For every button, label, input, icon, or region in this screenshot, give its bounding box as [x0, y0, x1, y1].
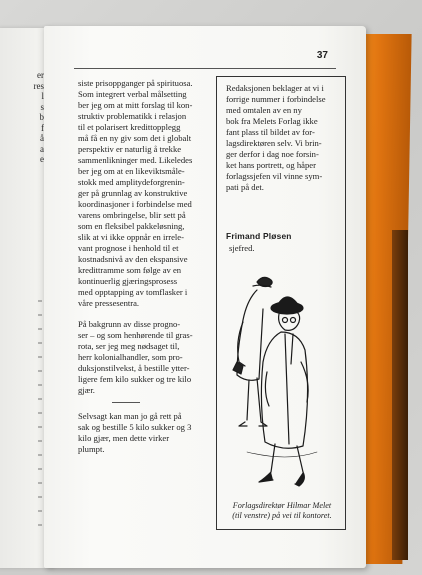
body-text-line: stokk med amplitydeforgrenin-	[78, 177, 185, 187]
body-text-line: vant prognose i henhold til et	[78, 243, 179, 253]
body-text-line: våre pressesentra.	[78, 298, 140, 308]
body-text-line: kostnadsnivå av den ekspansive	[78, 254, 188, 264]
note-text-line: pati på det.	[226, 182, 264, 192]
body-text-line: ber jeg om at en likeviktsmåle-	[78, 166, 185, 176]
left-text-column	[78, 78, 206, 455]
note-text-line: fant plass til bildet av for-	[226, 127, 315, 137]
signature-role: sjefred.	[229, 243, 255, 253]
editorial-note-box	[216, 76, 346, 530]
body-text-line: Som integrert verbal målsetting	[78, 89, 187, 99]
note-text-line: med omtalen av en ny	[226, 105, 302, 115]
editorial-note-text	[226, 83, 338, 193]
note-text-line: ket hans portrett, og håper	[226, 160, 316, 170]
body-text-line: koordinasjoner i forbindelse med	[78, 199, 192, 209]
body-text-line: siste prisoppganger på spirituosa.	[78, 78, 193, 88]
previous-page-fragment: er	[37, 70, 44, 80]
previous-page-fragment: å	[40, 133, 44, 143]
illustration-caption	[223, 501, 341, 521]
body-text-line: kilo gjær, men dette virker	[78, 433, 170, 443]
body-text-line: som en fleksibel pakkeløsning,	[78, 221, 185, 231]
previous-page-fragment: res	[33, 80, 44, 91]
signature-name: Frimand Pløsen	[226, 231, 292, 241]
paragraph-gap	[78, 309, 206, 319]
caricature-illustration	[227, 262, 337, 494]
body-text-line: ger på grunnlag av konstruktive	[78, 188, 188, 198]
previous-page-text-fragments	[14, 70, 44, 165]
previous-page-fragment: b	[39, 112, 44, 122]
previous-page-fragment: a	[40, 143, 44, 154]
body-text-line: til et polarisert kredittopplegg	[78, 122, 181, 132]
body-text-line: plumpt.	[78, 444, 105, 454]
note-text-line: ger derfor i dag noe forsin-	[226, 149, 319, 159]
body-text-line: slik at vi ikke oppnår en irrele-	[78, 232, 184, 242]
body-text-line: På bakgrunn av disse progno-	[78, 319, 181, 329]
body-paragraph	[78, 319, 206, 396]
body-paragraph	[78, 411, 206, 455]
note-text-line: Redaksjonen beklager at vi i	[226, 83, 324, 93]
body-text-line: herr kolonialhandler, som pro-	[78, 352, 183, 362]
previous-page-fragment: f	[41, 122, 44, 133]
binding-stitches	[38, 300, 42, 530]
caption-line: (til venstre) på vei til kontoret.	[232, 511, 332, 520]
body-text-line: kontinuerlig gjæringsprosess	[78, 276, 178, 286]
body-text-line: rota, ser jeg meg nødsaget til,	[78, 341, 180, 351]
book-cover-shadow	[392, 230, 408, 560]
note-text-line: forrige nummer i forbindelse	[226, 94, 326, 104]
note-text-line: forlagssjefen vil vinne sym-	[226, 171, 323, 181]
body-text-line: med opptapping av tomflasker i	[78, 287, 188, 297]
body-text-line: Selvsagt kan man jo gå rett på	[78, 411, 182, 421]
body-text-line: perspektiv er naturlig å trekke	[78, 144, 182, 154]
coat-front	[261, 332, 307, 448]
body-text-line: må få en ny giv som det i globalt	[78, 133, 192, 143]
header-rule	[74, 68, 336, 69]
body-text-line: sak og bestille 5 kilo sukker og 3	[78, 422, 192, 432]
body-text-line: duksjonstilvekst, å bestille ytter-	[78, 363, 190, 373]
body-text-line: kredittramme som følge av en	[78, 265, 182, 275]
note-text-line: bok fra Melets Forlag ikke	[226, 116, 318, 126]
body-text-line: struktiv problematikk i relasjon	[78, 111, 187, 121]
book-page	[44, 26, 366, 568]
body-text-line: gjær.	[78, 385, 95, 395]
note-text-line: lagsdirektøren selv. Vi brin-	[226, 138, 322, 148]
body-text-line: ligere fem kilo sukker og tre kilo	[78, 374, 192, 384]
previous-page-fragment: e	[40, 154, 44, 164]
previous-page-fragment: l	[41, 91, 44, 101]
body-paragraph	[78, 78, 206, 309]
section-separator	[112, 402, 140, 403]
body-text-line: ser – og som henhørende til gras-	[78, 330, 193, 340]
body-text-line: sammenlikninger med. Likeledes	[78, 155, 193, 165]
previous-page-fragment: s	[40, 101, 44, 112]
body-text-line: varens ombringelse, blir sett på	[78, 210, 186, 220]
caption-line: Forlagsdirektør Hilmar Melet	[232, 501, 332, 510]
page-number: 37	[316, 50, 328, 61]
body-text-line: ber jeg om at mitt forslag til kon-	[78, 100, 193, 110]
face-front	[279, 312, 300, 330]
